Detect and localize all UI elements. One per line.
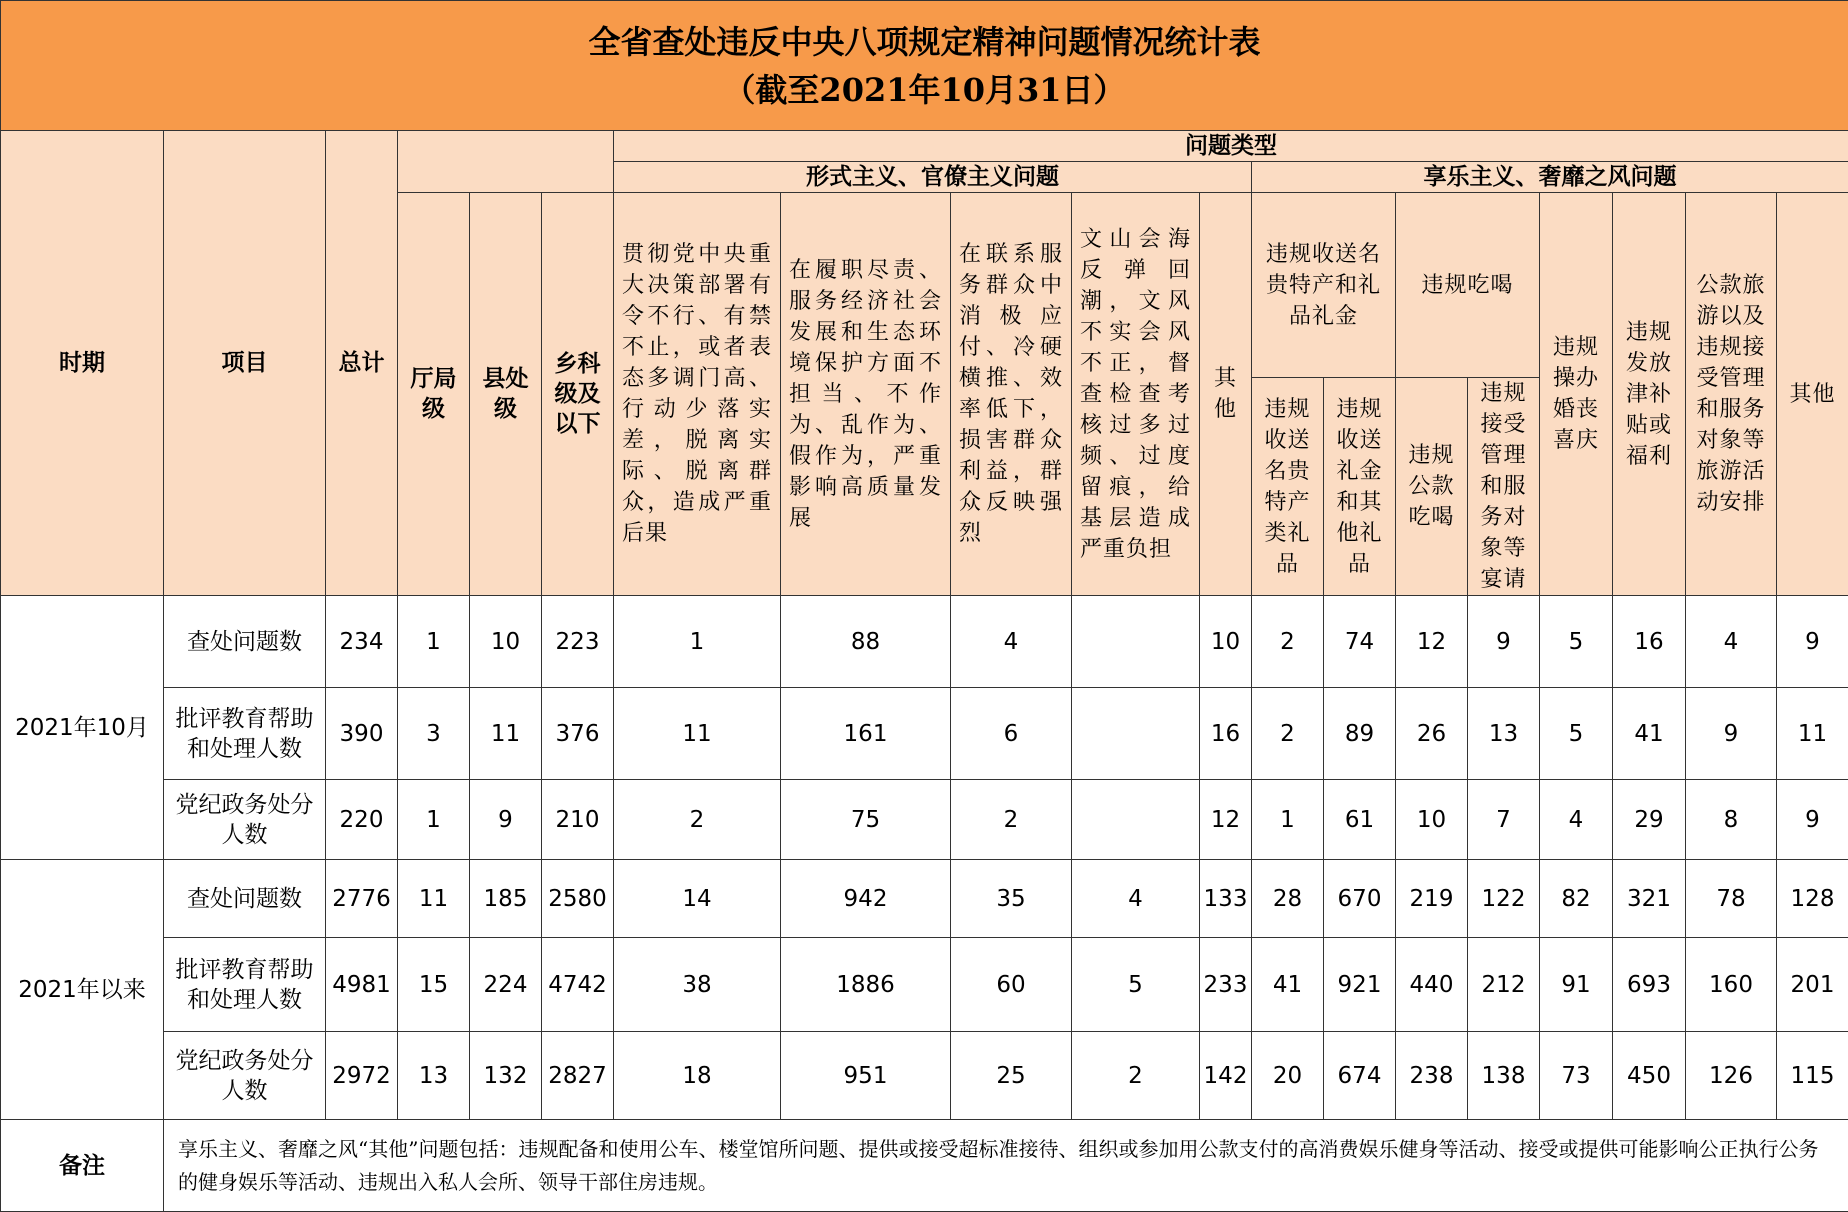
cell: 390 — [326, 688, 398, 780]
cell: 13 — [398, 1032, 470, 1120]
header-f-other: 其他 — [1200, 193, 1252, 596]
header-f2: 在履职尽责、服务经济社会发展和生态环境保护方面不担当、不作为、乱作为、假作为，严重影响高质量发展 — [781, 193, 951, 596]
cell: 2776 — [326, 860, 398, 938]
title-line-1: 全省查处违反中央八项规定精神问题情况统计表 — [1, 18, 1848, 66]
cell: 138 — [1468, 1032, 1540, 1120]
header-h-other: 其他 — [1777, 193, 1848, 596]
cell: 89 — [1324, 688, 1396, 780]
cell: 942 — [781, 860, 951, 938]
cell: 10 — [1200, 596, 1252, 688]
cell: 11 — [398, 860, 470, 938]
note-text: 享乐主义、奢靡之风“其他”问题包括：违规配备和使用公车、楼堂馆所问题、提供或接受超标准接待、组织或参加用公款支付的高消费娱乐健身等活动、接受或提供可能影响公正执行公务的健身娱乐等活动、违规出入私人会所、领导干部住房违规。 — [164, 1120, 1848, 1212]
cell: 223 — [542, 596, 614, 688]
cell: 6 — [951, 688, 1072, 780]
cell: 9 — [1777, 596, 1848, 688]
cell: 1886 — [781, 938, 951, 1032]
cell: 142 — [1200, 1032, 1252, 1120]
header-f4: 文山会海反弹回潮，文风不实会风不正，督查检查考核过多过频、过度留痕，给基层造成严重负担 — [1072, 193, 1200, 596]
cell: 212 — [1468, 938, 1540, 1032]
header-level-ting: 厅局级 — [398, 193, 470, 596]
cell: 61 — [1324, 780, 1396, 860]
cell: 11 — [614, 688, 781, 780]
cell: 9 — [1686, 688, 1777, 780]
header-level-xian: 县处级 — [470, 193, 542, 596]
row-item: 批评教育帮助和处理人数 — [164, 938, 326, 1032]
cell: 29 — [1613, 780, 1686, 860]
cell: 450 — [1613, 1032, 1686, 1120]
header-level-blank — [398, 131, 614, 193]
cell — [1072, 596, 1200, 688]
header-item: 项目 — [164, 131, 326, 596]
cell: 4742 — [542, 938, 614, 1032]
cell: 4 — [1686, 596, 1777, 688]
header-h-travel: 公款旅游以及违规接受管理和服务对象等旅游活动安排 — [1686, 193, 1777, 596]
cell: 224 — [470, 938, 542, 1032]
row-item: 查处问题数 — [164, 596, 326, 688]
cell: 160 — [1686, 938, 1777, 1032]
cell — [1072, 688, 1200, 780]
cell: 16 — [1200, 688, 1252, 780]
cell: 1 — [614, 596, 781, 688]
cell: 73 — [1540, 1032, 1613, 1120]
header-h-gift-1: 违规收送名贵特产类礼品 — [1252, 378, 1324, 596]
cell: 16 — [1613, 596, 1686, 688]
cell: 15 — [398, 938, 470, 1032]
header-h-eat-2: 违规接受管理和服务对象等宴请 — [1468, 378, 1540, 596]
cell: 2972 — [326, 1032, 398, 1120]
period-2021-ytd: 2021年以来 — [1, 860, 164, 1120]
cell: 2 — [614, 780, 781, 860]
table-title — [1, 1, 1848, 131]
header-h-subsidy: 违规发放津补贴或福利 — [1613, 193, 1686, 596]
cell: 4 — [1072, 860, 1200, 938]
cell: 951 — [781, 1032, 951, 1120]
cell: 219 — [1396, 860, 1468, 938]
cell: 38 — [614, 938, 781, 1032]
header-period: 时期 — [1, 131, 164, 596]
cell: 14 — [614, 860, 781, 938]
cell: 115 — [1777, 1032, 1848, 1120]
header-f1: 贯彻党中央重大决策部署有令不行、有禁不止，或者表态多调门高、行动少落实差，脱离实际、脱离群众，造成严重后果 — [614, 193, 781, 596]
cell: 4 — [951, 596, 1072, 688]
cell: 82 — [1540, 860, 1613, 938]
cell: 201 — [1777, 938, 1848, 1032]
cell: 693 — [1613, 938, 1686, 1032]
header-h-gift-group: 违规收送名贵特产和礼品礼金 — [1252, 193, 1396, 378]
cell: 2580 — [542, 860, 614, 938]
header-level-xiang: 乡科级及以下 — [542, 193, 614, 596]
cell: 122 — [1468, 860, 1540, 938]
cell: 133 — [1200, 860, 1252, 938]
cell: 126 — [1686, 1032, 1777, 1120]
cell: 13 — [1468, 688, 1540, 780]
header-f3: 在联系服务群众中消极应付、冷硬横推、效率低下，损害群众利益，群众反映强烈 — [951, 193, 1072, 596]
header-formalism: 形式主义、官僚主义问题 — [614, 162, 1252, 193]
header-total: 总计 — [326, 131, 398, 596]
cell: 8 — [1686, 780, 1777, 860]
cell: 220 — [326, 780, 398, 860]
cell: 132 — [470, 1032, 542, 1120]
cell: 25 — [951, 1032, 1072, 1120]
cell: 11 — [1777, 688, 1848, 780]
row-item: 党纪政务处分人数 — [164, 1032, 326, 1120]
cell: 2 — [1072, 1032, 1200, 1120]
cell: 12 — [1200, 780, 1252, 860]
cell: 5 — [1072, 938, 1200, 1032]
cell: 674 — [1324, 1032, 1396, 1120]
cell: 91 — [1540, 938, 1613, 1032]
header-h-wedding: 违规操办婚丧喜庆 — [1540, 193, 1613, 596]
cell: 4 — [1540, 780, 1613, 860]
note-label: 备注 — [1, 1120, 164, 1212]
cell: 161 — [781, 688, 951, 780]
cell: 1 — [1252, 780, 1324, 860]
cell: 5 — [1540, 688, 1613, 780]
cell: 75 — [781, 780, 951, 860]
cell: 670 — [1324, 860, 1396, 938]
cell: 921 — [1324, 938, 1396, 1032]
row-item: 批评教育帮助和处理人数 — [164, 688, 326, 780]
cell: 2 — [951, 780, 1072, 860]
header-h-eat-group: 违规吃喝 — [1396, 193, 1540, 378]
cell: 18 — [614, 1032, 781, 1120]
cell: 7 — [1468, 780, 1540, 860]
cell: 2827 — [542, 1032, 614, 1120]
cell: 26 — [1396, 688, 1468, 780]
cell: 9 — [470, 780, 542, 860]
cell: 78 — [1686, 860, 1777, 938]
cell: 28 — [1252, 860, 1324, 938]
header-hedonism: 享乐主义、奢靡之风问题 — [1252, 162, 1848, 193]
cell: 210 — [542, 780, 614, 860]
cell: 88 — [781, 596, 951, 688]
row-item: 党纪政务处分人数 — [164, 780, 326, 860]
cell: 35 — [951, 860, 1072, 938]
cell: 10 — [470, 596, 542, 688]
cell — [1072, 780, 1200, 860]
cell: 41 — [1613, 688, 1686, 780]
cell: 20 — [1252, 1032, 1324, 1120]
period-2021-10: 2021年10月 — [1, 596, 164, 860]
cell: 1 — [398, 596, 470, 688]
cell: 233 — [1200, 938, 1252, 1032]
cell: 9 — [1468, 596, 1540, 688]
cell: 321 — [1613, 860, 1686, 938]
cell: 10 — [1396, 780, 1468, 860]
cell: 11 — [470, 688, 542, 780]
title-line-2: （截至2021年10月31日） — [1, 66, 1848, 114]
cell: 5 — [1540, 596, 1613, 688]
cell: 41 — [1252, 938, 1324, 1032]
cell: 440 — [1396, 938, 1468, 1032]
cell: 185 — [470, 860, 542, 938]
cell: 74 — [1324, 596, 1396, 688]
cell: 128 — [1777, 860, 1848, 938]
cell: 238 — [1396, 1032, 1468, 1120]
row-item: 查处问题数 — [164, 860, 326, 938]
header-h-gift-2: 违规收送礼金和其他礼品 — [1324, 378, 1396, 596]
cell: 9 — [1777, 780, 1848, 860]
cell: 2 — [1252, 688, 1324, 780]
cell: 2 — [1252, 596, 1324, 688]
cell: 60 — [951, 938, 1072, 1032]
cell: 1 — [398, 780, 470, 860]
header-h-eat-1: 违规公款吃喝 — [1396, 378, 1468, 596]
header-problem-type: 问题类型 — [614, 131, 1848, 162]
cell: 12 — [1396, 596, 1468, 688]
cell: 234 — [326, 596, 398, 688]
cell: 3 — [398, 688, 470, 780]
cell: 4981 — [326, 938, 398, 1032]
cell: 376 — [542, 688, 614, 780]
